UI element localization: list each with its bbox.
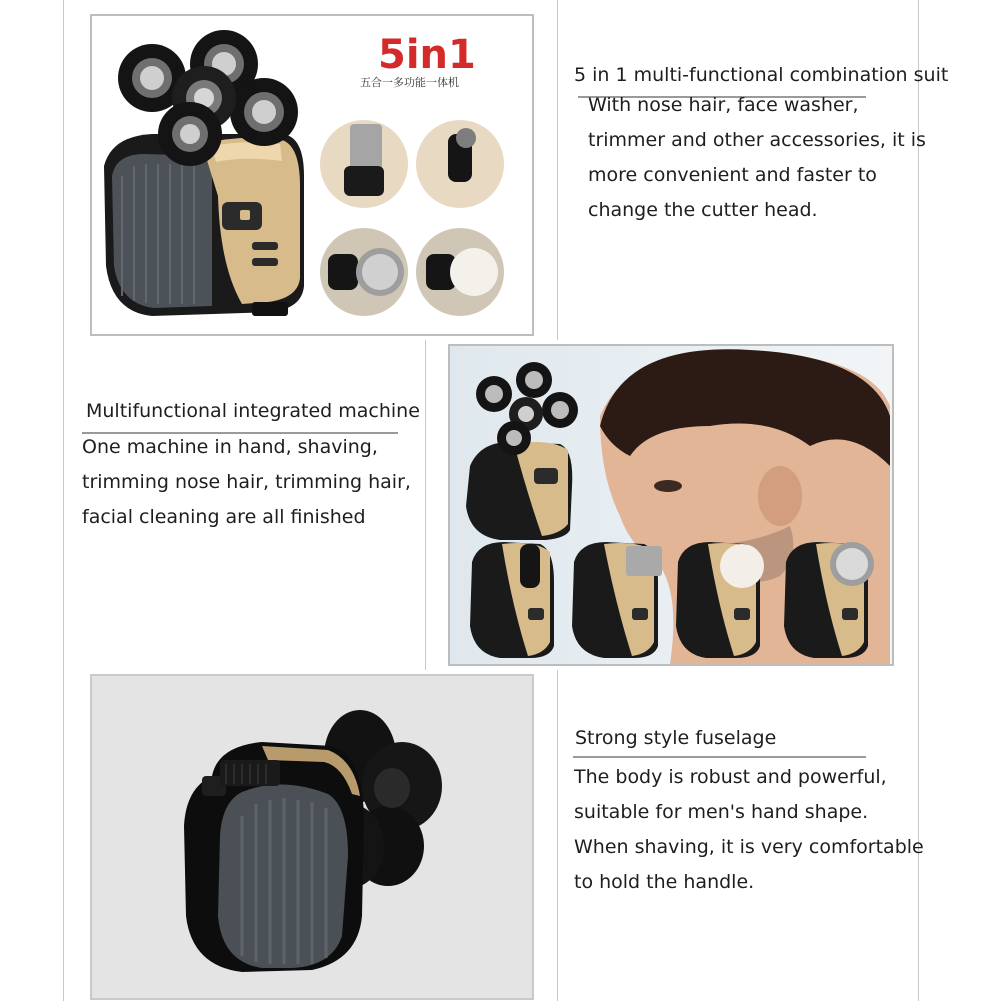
lifestyle-image-man-using-shaver <box>448 344 894 666</box>
section-1-heading: 5 in 1 multi-functional combination suit <box>574 64 949 86</box>
section-1-body <box>588 88 926 228</box>
section-1-line: With nose hair, face washer, <box>588 94 859 116</box>
section-1-line: change the cutter head. <box>588 199 818 221</box>
badge-5in1: 5in1 <box>378 32 476 78</box>
section-2-heading: Multifunctional integrated machine <box>86 400 420 422</box>
section-3-body <box>574 760 924 900</box>
section-3-line: The body is robust and powerful, <box>574 766 887 788</box>
center-divider-bottom <box>557 670 558 1001</box>
left-border-line <box>63 0 64 1001</box>
section-2-line: facial cleaning are all finished <box>82 506 366 528</box>
section-1-line: more convenient and faster to <box>588 164 877 186</box>
center-divider-top <box>557 0 558 340</box>
section-3-line: suitable for men's hand shape. <box>574 801 869 823</box>
section-3-heading: Strong style fuselage <box>575 727 777 749</box>
section-3-underline <box>573 756 866 758</box>
section-2-body <box>82 430 411 535</box>
badge-subtitle: 五合一多功能一体机 <box>360 76 459 89</box>
section-3-line: to hold the handle. <box>574 871 755 893</box>
product-image-5in1 <box>90 14 534 336</box>
center-divider-middle <box>425 340 426 670</box>
section-2-line: trimming nose hair, trimming hair, <box>82 471 411 493</box>
section-2-line: One machine in hand, shaving, <box>82 436 378 458</box>
section-3-line: When shaving, it is very comfortable <box>574 836 924 858</box>
fuselage-image <box>90 674 534 1000</box>
section-1-line: trimmer and other accessories, it is <box>588 129 926 151</box>
